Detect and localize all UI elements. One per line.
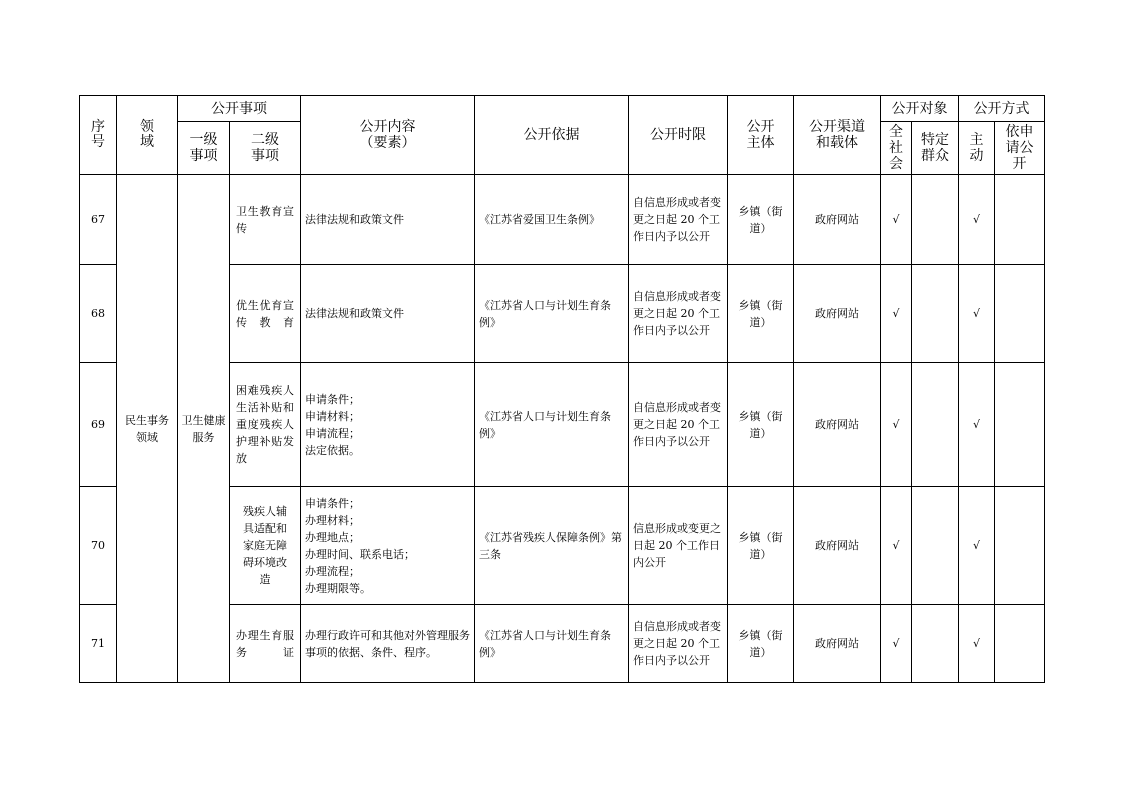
row-target-specific-check [912,363,959,487]
row-subject: 乡镇（街道） [728,363,794,487]
row-basis: 《江苏省人口与计划生育条例》 [475,605,629,683]
header-level1: 一级事项 [178,122,230,175]
row-method-active-check: √ [959,363,995,487]
row-method-request-check [995,363,1045,487]
row-subject: 乡镇（街道） [728,265,794,363]
row-target-specific-check [912,605,959,683]
row-domain: 民生事务领域 [117,175,178,683]
table-header [80,96,1045,175]
header-method-active: 主动 [959,122,995,175]
row-target-specific-check [912,487,959,605]
header-level2: 二级事项 [230,122,301,175]
row-target-all-check: √ [881,265,912,363]
row-basis: 《江苏省人口与计划生育条例》 [475,363,629,487]
header-target-group: 公开对象 [881,96,959,122]
row-method-request-check [995,265,1045,363]
row-method-request-check [995,175,1045,265]
row-channel: 政府网站 [794,487,881,605]
disclosure-table [79,95,1045,683]
row-method-active-check: √ [959,487,995,605]
row-method-request-check [995,487,1045,605]
row-basis: 《江苏省人口与计划生育条例》 [475,265,629,363]
row-target-specific-check [912,265,959,363]
row-channel: 政府网站 [794,363,881,487]
row-channel: 政府网站 [794,175,881,265]
row-method-active-check: √ [959,605,995,683]
row-time-limit: 自信息形成或者变更之日起 20 个工作日内予以公开 [629,363,728,487]
row-time-limit: 信息形成或变更之日起 20 个工作日内公开 [629,487,728,605]
row-method-request-check [995,605,1045,683]
row-time-limit: 自信息形成或者变更之日起 20 个工作日内予以公开 [629,605,728,683]
row-content: 法律法规和政策文件 [301,175,475,265]
row-content: 法律法规和政策文件 [301,265,475,363]
header-domain: 领域 [117,96,178,175]
row-basis: 《江苏省爱国卫生条例》 [475,175,629,265]
row-seq: 70 [80,487,117,605]
header-basis: 公开依据 [475,96,629,175]
row-level2: 残疾人辅具适配和家庭无障碍环境改造 [230,487,301,605]
header-method-request: 依申请公开 [995,122,1045,175]
row-level2: 办理生育服务证 [230,605,301,683]
header-channel: 公开渠道和载体 [794,96,881,175]
row-content: 申请条件； 申请材料； 申请流程； 法定依据。 [301,363,475,487]
row-subject: 乡镇（街道） [728,175,794,265]
row-target-all-check: √ [881,487,912,605]
header-time-limit: 公开时限 [629,96,728,175]
row-level1: 卫生健康服务 [178,175,230,683]
row-method-active-check: √ [959,175,995,265]
header-target-all: 全社会 [881,122,912,175]
header-subject: 公开主体 [728,96,794,175]
header-target-specific: 特定群众 [912,122,959,175]
row-seq: 67 [80,175,117,265]
header-method-group: 公开方式 [959,96,1045,122]
row-content: 办理行政许可和其他对外管理服务事项的依据、条件、程序。 [301,605,475,683]
header-items-group: 公开事项 [178,96,301,122]
row-content: 申请条件； 办理材料； 办理地点； 办理时间、联系电话； 办理流程； 办理期限等。 [301,487,475,605]
row-level2: 优生优育宣传教育 [230,265,301,363]
row-target-all-check: √ [881,605,912,683]
row-target-all-check: √ [881,363,912,487]
row-level2: 困难残疾人生活补贴和重度残疾人护理补贴发放 [230,363,301,487]
row-seq: 69 [80,363,117,487]
row-target-all-check: √ [881,175,912,265]
row-target-specific-check [912,175,959,265]
row-time-limit: 自信息形成或者变更之日起 20 个工作日内予以公开 [629,265,728,363]
row-channel: 政府网站 [794,265,881,363]
row-time-limit: 自信息形成或者变更之日起 20 个工作日内予以公开 [629,175,728,265]
table-row [80,175,1045,265]
row-basis: 《江苏省残疾人保障条例》第三条 [475,487,629,605]
header-seq: 序号 [80,96,117,175]
row-method-active-check: √ [959,265,995,363]
row-subject: 乡镇（街道） [728,487,794,605]
row-level2: 卫生教育宣传 [230,175,301,265]
row-subject: 乡镇（街道） [728,605,794,683]
row-channel: 政府网站 [794,605,881,683]
row-seq: 68 [80,265,117,363]
header-content: 公开内容（要素） [301,96,475,175]
row-seq: 71 [80,605,117,683]
table-body [80,175,1045,683]
